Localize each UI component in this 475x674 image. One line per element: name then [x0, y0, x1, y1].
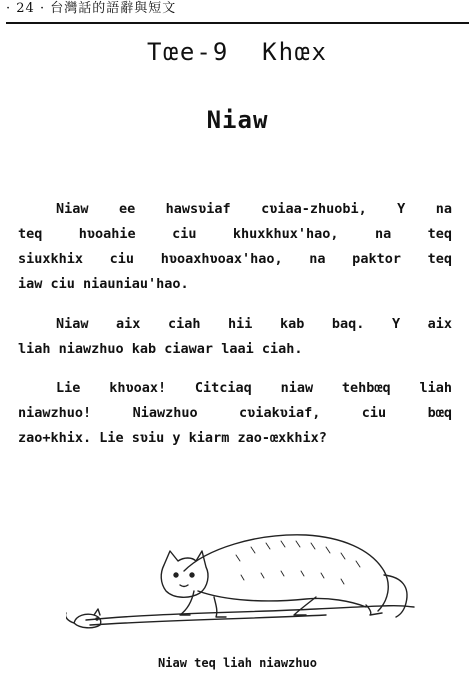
cat-eye — [174, 573, 178, 577]
page-header: · 24 · 台灣話的語辭與短文 — [6, 0, 469, 24]
paragraph-line: Niaw ee hawsʋiaf cʋiaa-zhuobi, Y na — [56, 201, 452, 217]
cat-fur — [236, 541, 360, 584]
cat-front-leg — [214, 597, 226, 617]
mouse-eye — [96, 618, 98, 620]
paragraph-line: liah niawzhuo kab ciawar laai ciah. — [18, 341, 303, 357]
paragraph-line: Niaw aix ciah hii kab baq. Y aix — [56, 316, 452, 332]
paragraph-line: niawzhuo! Niawzhuo cʋiakʋiaf, ciu bœq — [18, 405, 452, 421]
mouse-body — [74, 614, 101, 628]
paragraph-line: siuxkhix ciu hʋoaxhʋoax'hao, na paktor teq — [18, 251, 452, 267]
paragraph-3 — [18, 376, 452, 451]
mouse-tail — [66, 613, 74, 623]
paragraph-line: iaw ciu niauniau'hao. — [18, 276, 189, 292]
cat-front-leg — [180, 591, 194, 615]
lesson-title: Niaw — [206, 106, 269, 134]
cat-chasing-mouse-illustration — [66, 525, 416, 640]
cat-eye — [190, 573, 194, 577]
chapter-title: Tœe-9 Khœx — [147, 38, 328, 66]
cat-belly — [198, 591, 366, 607]
paragraph-line: teq hʋoahie ciu khuxkhux'hao, na teq — [18, 226, 452, 242]
paragraph-1 — [18, 197, 452, 297]
mouse-ear — [94, 609, 100, 615]
illustration-caption: Niaw teq liah niawzhuo — [158, 656, 317, 670]
paragraph-line: zao+khix. Lie sʋiu y kiarm zao-œxkhix? — [18, 430, 327, 446]
paragraph-2 — [18, 312, 452, 362]
paragraph-line: Lie khʋoax! Citciaq niaw tehbœq liah — [56, 380, 452, 396]
cat-mouth — [180, 585, 188, 587]
